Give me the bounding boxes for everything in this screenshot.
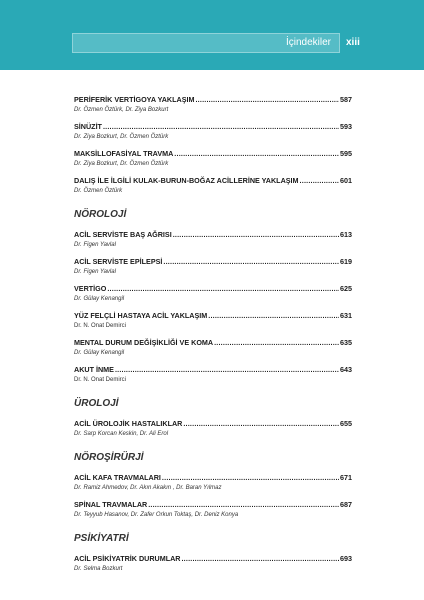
entry-leader-dots: [183, 419, 339, 428]
entry-authors: Dr. Özmen Öztürk: [74, 188, 123, 194]
entry-page: 643: [340, 365, 352, 374]
entry-title: SİNÜZİT: [74, 122, 102, 131]
entry-authors: Dr. Gülay Kenangil: [74, 296, 125, 302]
entry-authors: Dr. N. Onat Demirci: [74, 377, 127, 383]
toc-entry[interactable]: [74, 554, 352, 573]
entry-title: YÜZ FELÇLİ HASTAYA ACİL YAKLAŞIM: [74, 311, 208, 320]
toc-group-noroloji: [74, 209, 352, 384]
toc-group-kbb: [74, 95, 352, 195]
entry-page: 687: [340, 500, 352, 509]
toc-entry[interactable]: [74, 95, 352, 114]
toc-entry[interactable]: [74, 176, 352, 195]
entry-page: 625: [340, 284, 352, 293]
entry-leader-dots: [115, 365, 339, 374]
table-of-contents: [74, 95, 352, 573]
entry-authors: Dr. Selma Bozkurt: [74, 566, 123, 572]
toc-entry[interactable]: [74, 230, 352, 249]
entry-title: MENTAL DURUM DEĞİŞİKLİĞİ VE KOMA: [74, 338, 214, 347]
entry-title: DALIŞ İLE İLGİLİ KULAK-BURUN-BOĞAZ ACİLLERİNE YAKLAŞIM: [74, 176, 299, 185]
section-heading: ÜROLOJİ: [74, 398, 119, 409]
entry-leader-dots: [173, 230, 339, 239]
entry-title: ACİL KAFA TRAVMALARI: [74, 473, 161, 482]
entry-title: AKUT İNME: [74, 365, 114, 374]
entry-authors: Dr. Gülay Kenangil: [74, 350, 125, 356]
toc-entry[interactable]: [74, 473, 352, 492]
entry-page: 671: [340, 473, 352, 482]
toc-entry[interactable]: [74, 365, 352, 384]
entry-page: 655: [340, 419, 352, 428]
entry-leader-dots: [103, 122, 339, 131]
entry-title: MAKSİLLOFASİYAL TRAVMA: [74, 149, 174, 158]
entry-authors: Dr. Ramiz Ahmedov, Dr. Akın Akakın , Dr. Baran Yılmaz: [74, 485, 222, 491]
entry-title: ACİL ÜROLOJİK HASTALIKLAR: [74, 419, 183, 428]
entry-authors: Dr. Ziya Bozkurt, Dr. Özmen Öztürk: [74, 161, 169, 167]
entry-title: ACİL SERVİSTE BAŞ AĞRISI: [74, 230, 172, 239]
entry-authors: Dr. Sarp Korcan Keskin, Dr. Ali Erol: [74, 431, 169, 437]
entry-page: 601: [340, 176, 352, 185]
entry-page: 631: [340, 311, 352, 320]
entry-leader-dots: [148, 500, 339, 509]
toc-entry[interactable]: [74, 338, 352, 357]
toc-entry[interactable]: [74, 419, 352, 438]
entry-authors: Dr. N. Onat Demirci: [74, 323, 127, 329]
entry-title: VERTİGO: [74, 284, 107, 293]
toc-group-uroloji: [74, 398, 352, 438]
entry-page: 613: [340, 230, 352, 239]
toc-entry[interactable]: [74, 500, 352, 519]
entry-authors: Dr. Figen Yavlal: [74, 269, 116, 275]
entry-authors: Dr. Özmen Öztürk, Dr. Ziya Bozkurt: [74, 107, 169, 113]
entry-title: SPİNAL TRAVMALAR: [74, 500, 148, 509]
entry-page: 693: [340, 554, 352, 563]
entry-leader-dots: [214, 338, 339, 347]
toc-group-psikiyatri: [74, 533, 352, 573]
entry-title: PERİFERİK VERTİGOYA YAKLAŞIM: [74, 95, 195, 104]
entry-page: 587: [340, 95, 352, 104]
entry-page: 595: [340, 149, 352, 158]
toc-entry[interactable]: [74, 257, 352, 276]
section-heading: PSİKİYATRİ: [74, 533, 129, 544]
toc-entry[interactable]: [74, 122, 352, 141]
page-header: [0, 0, 424, 70]
section-heading: NÖROLOJİ: [74, 209, 127, 220]
entry-title: ACİL SERVİSTE EPİLEPSİ: [74, 257, 163, 266]
entry-leader-dots: [195, 95, 339, 104]
entry-authors: Dr. Figen Yavlal: [74, 242, 116, 248]
entry-authors: Dr. Ziya Bozkurt, Dr. Özmen Öztürk: [74, 134, 169, 140]
entry-leader-dots: [181, 554, 339, 563]
entry-page: 635: [340, 338, 352, 347]
entry-page: 619: [340, 257, 352, 266]
entry-authors: Dr. Teyyub Hasanov, Dr. Zafer Orkun Toktaş, Dr. Deniz Konya: [74, 512, 239, 518]
entry-title: ACİL PSİKİYATRİK DURUMLAR: [74, 554, 181, 563]
section-heading: NÖROŞİRÜRJİ: [74, 452, 144, 463]
header-bar: [72, 33, 340, 53]
entry-leader-dots: [300, 176, 339, 185]
entry-leader-dots: [162, 473, 339, 482]
entry-leader-dots: [107, 284, 339, 293]
toc-entry[interactable]: [74, 149, 352, 168]
toc-group-norosirurji: [74, 452, 352, 519]
toc-entry[interactable]: [74, 311, 352, 330]
header-page-number: xiii: [346, 37, 360, 48]
entry-page: 593: [340, 122, 352, 131]
entry-leader-dots: [174, 149, 339, 158]
entry-leader-dots: [208, 311, 339, 320]
toc-entry[interactable]: [74, 284, 352, 303]
header-title: İçindekiler: [285, 37, 331, 48]
entry-leader-dots: [163, 257, 339, 266]
